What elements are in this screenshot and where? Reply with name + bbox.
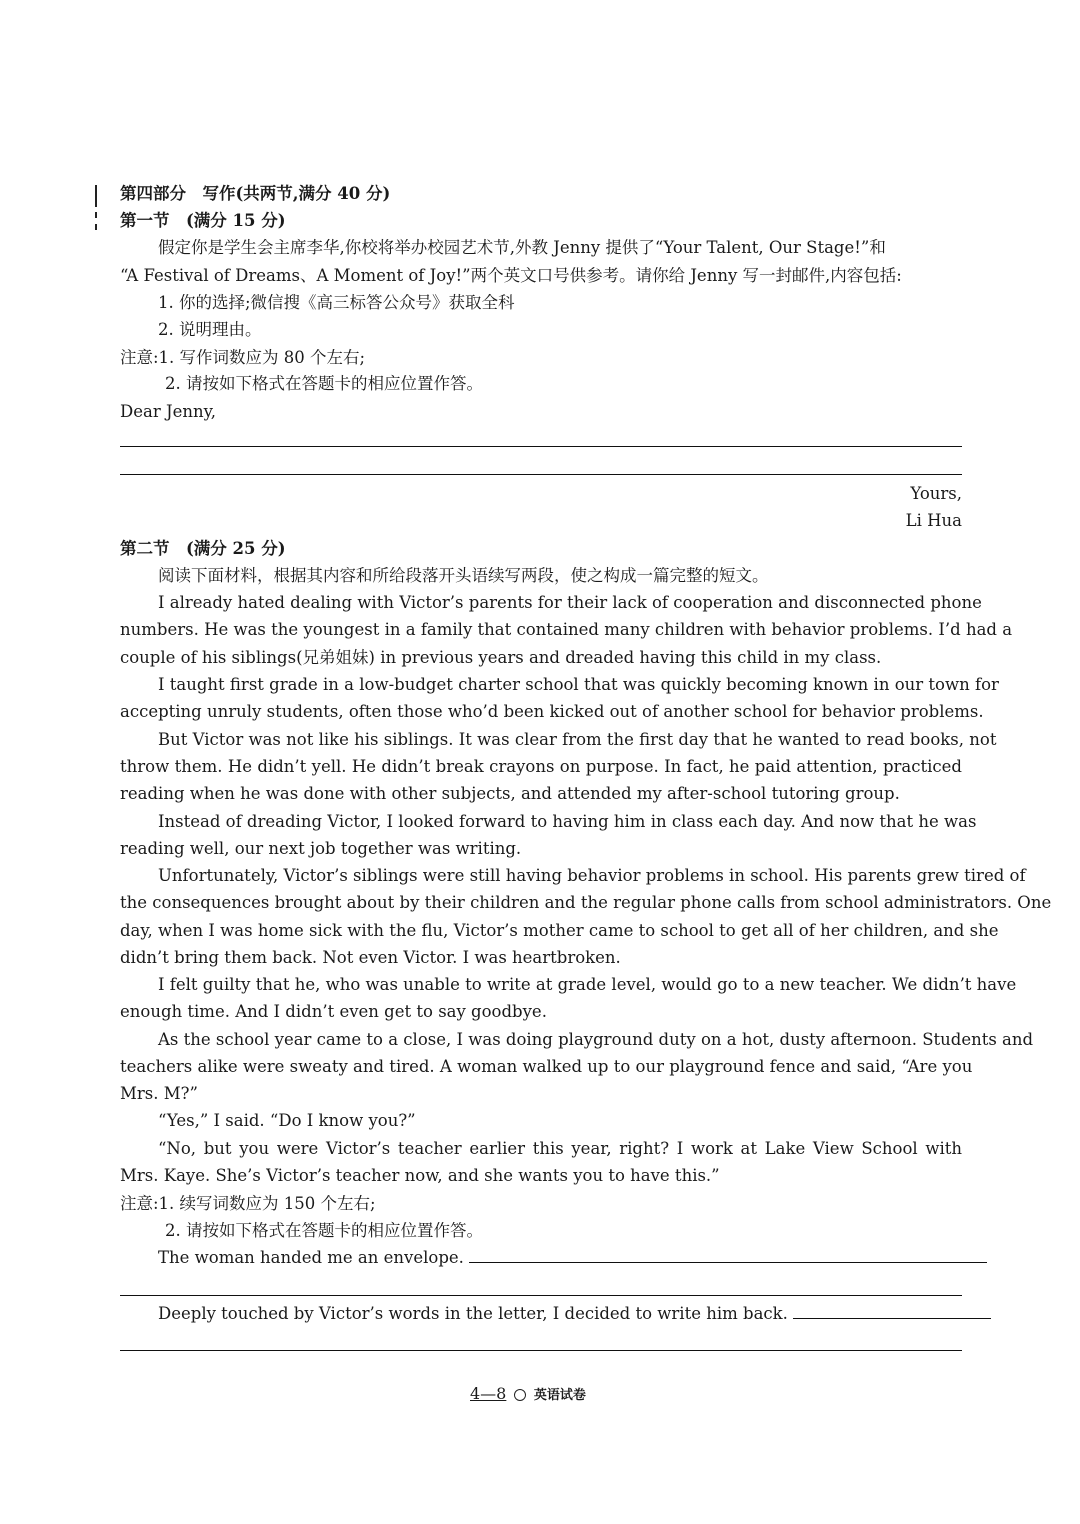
passage-line: “No, but you were Victor’s teacher earlier this year, right? I work at Lake View School with [158,1139,962,1158]
closing: Yours, [910,484,962,503]
para1-start-row [158,1244,962,1271]
passage-line: couple of his siblings(兄弟姐妹) in previous years and dreaded having this child in my class. [120,648,882,667]
passage-line: Instead of dreading Victor, I looked forward to having him in class each day. And now that he was [158,812,977,831]
writing-line[interactable] [793,1304,991,1319]
para2-start-row [158,1300,962,1327]
passage-line: reading when he was done with other subjects, and attended my after-school tutoring group. [120,784,900,803]
passage-line: the consequences brought about by their children and the regular phone calls from school administrators. One [120,893,1052,912]
page-number: 4—8 [470,1384,507,1403]
passage-line: I taught first grade in a low-budget charter school that was quickly becoming known in our town for [158,675,999,694]
para1-start: The woman handed me an envelope. [158,1248,464,1267]
subject-label: 英语试卷 [533,1388,586,1403]
passage-line: Mrs. Kaye. She’s Victor’s teacher now, and she wants you to have this.” [120,1166,720,1185]
passage-line: Mrs. M?” [120,1084,198,1103]
section1-prompt-line2: “A Festival of Dreams、A Moment of Joy!”两个英文口号供参考。请你给 Jenny 写一封邮件,内容包括: [120,266,902,285]
margin-mark [95,185,97,207]
passage-line: Unfortunately, Victor’s siblings were still having behavior problems in school. His parents grew tired of [158,866,1026,885]
passage-line: As the school year came to a close, I was doing playground duty on a hot, dusty afternoon. Students and [158,1030,1034,1049]
section2-instruction: 阅读下面材料，根据其内容和所给段落开头语续写两段，使之构成一篇完整的短文。 [158,566,769,585]
writing-line[interactable] [120,474,962,475]
section2-note2: 2. 请按如下格式在答题卡的相应位置作答。 [165,1221,483,1240]
passage-line: But Victor was not like his siblings. It was clear from the first day that he wanted to read books, not [158,730,997,749]
passage-line: I felt guilty that he, who was unable to write at grade level, would go to a new teacher. We didn’t have [158,975,1017,994]
para2-start: Deeply touched by Victor’s words in the letter, I decided to write him back. [158,1304,788,1323]
passage-line: accepting unruly students, often those who’d been kicked out of another school for behavior problems. [120,702,984,721]
section2-note1: 注意:1. 续写词数应为 150 个左右; [120,1194,376,1213]
section1-item2: 2. 说明理由。 [158,320,262,339]
writing-line[interactable] [120,446,962,447]
passage-line: day, when I was home sick with the flu, Victor’s mother came to school to get all of her children, and she [120,921,999,940]
passage-line: throw them. He didn’t yell. He didn’t break crayons on purpose. In fact, he paid attention, practiced [120,757,962,776]
writing-line[interactable] [120,1295,962,1296]
part-header: 第四部分 写作(共两节,满分 40 分) [120,184,391,203]
footer [470,1384,586,1403]
passage-line: didn’t bring them back. Not even Victor. I was heartbroken. [120,948,621,967]
passage-line: I already hated dealing with Victor’s parents for their lack of cooperation and disconnected phone [158,593,982,612]
signature: Li Hua [905,511,962,530]
section2-heading: 第二节 (满分 25 分) [120,539,286,558]
passage-line: numbers. He was the youngest in a family that contained many children with behavior problems. I’d had a [120,620,1013,639]
logo-icon [514,1389,526,1401]
passage-line: reading well, our next job together was writing. [120,839,522,858]
salutation: Dear Jenny, [120,402,216,421]
section1-heading: 第一节 (满分 15 分) [120,211,286,230]
margin-mark [95,212,97,230]
passage-line: teachers alike were sweaty and tired. A woman walked up to our playground fence and said, “Are you [120,1057,973,1076]
section1-note2: 2. 请按如下格式在答题卡的相应位置作答。 [165,374,483,393]
section1-item1: 1. 你的选择;微信搜《高三标答公众号》获取全科 [158,293,515,312]
section1-note1: 注意:1. 写作词数应为 80 个左右; [120,348,366,367]
section1-prompt-line1: 假定你是学生会主席李华,你校将举办校园艺术节,外教 Jenny 提供了“Your Talent, Our Stage!”和 [158,238,886,257]
writing-line[interactable] [469,1248,987,1263]
writing-line[interactable] [120,1350,962,1351]
passage-line: “Yes,” I said. “Do I know you?” [158,1111,416,1130]
passage-line: enough time. And I didn’t even get to say goodbye. [120,1002,547,1021]
